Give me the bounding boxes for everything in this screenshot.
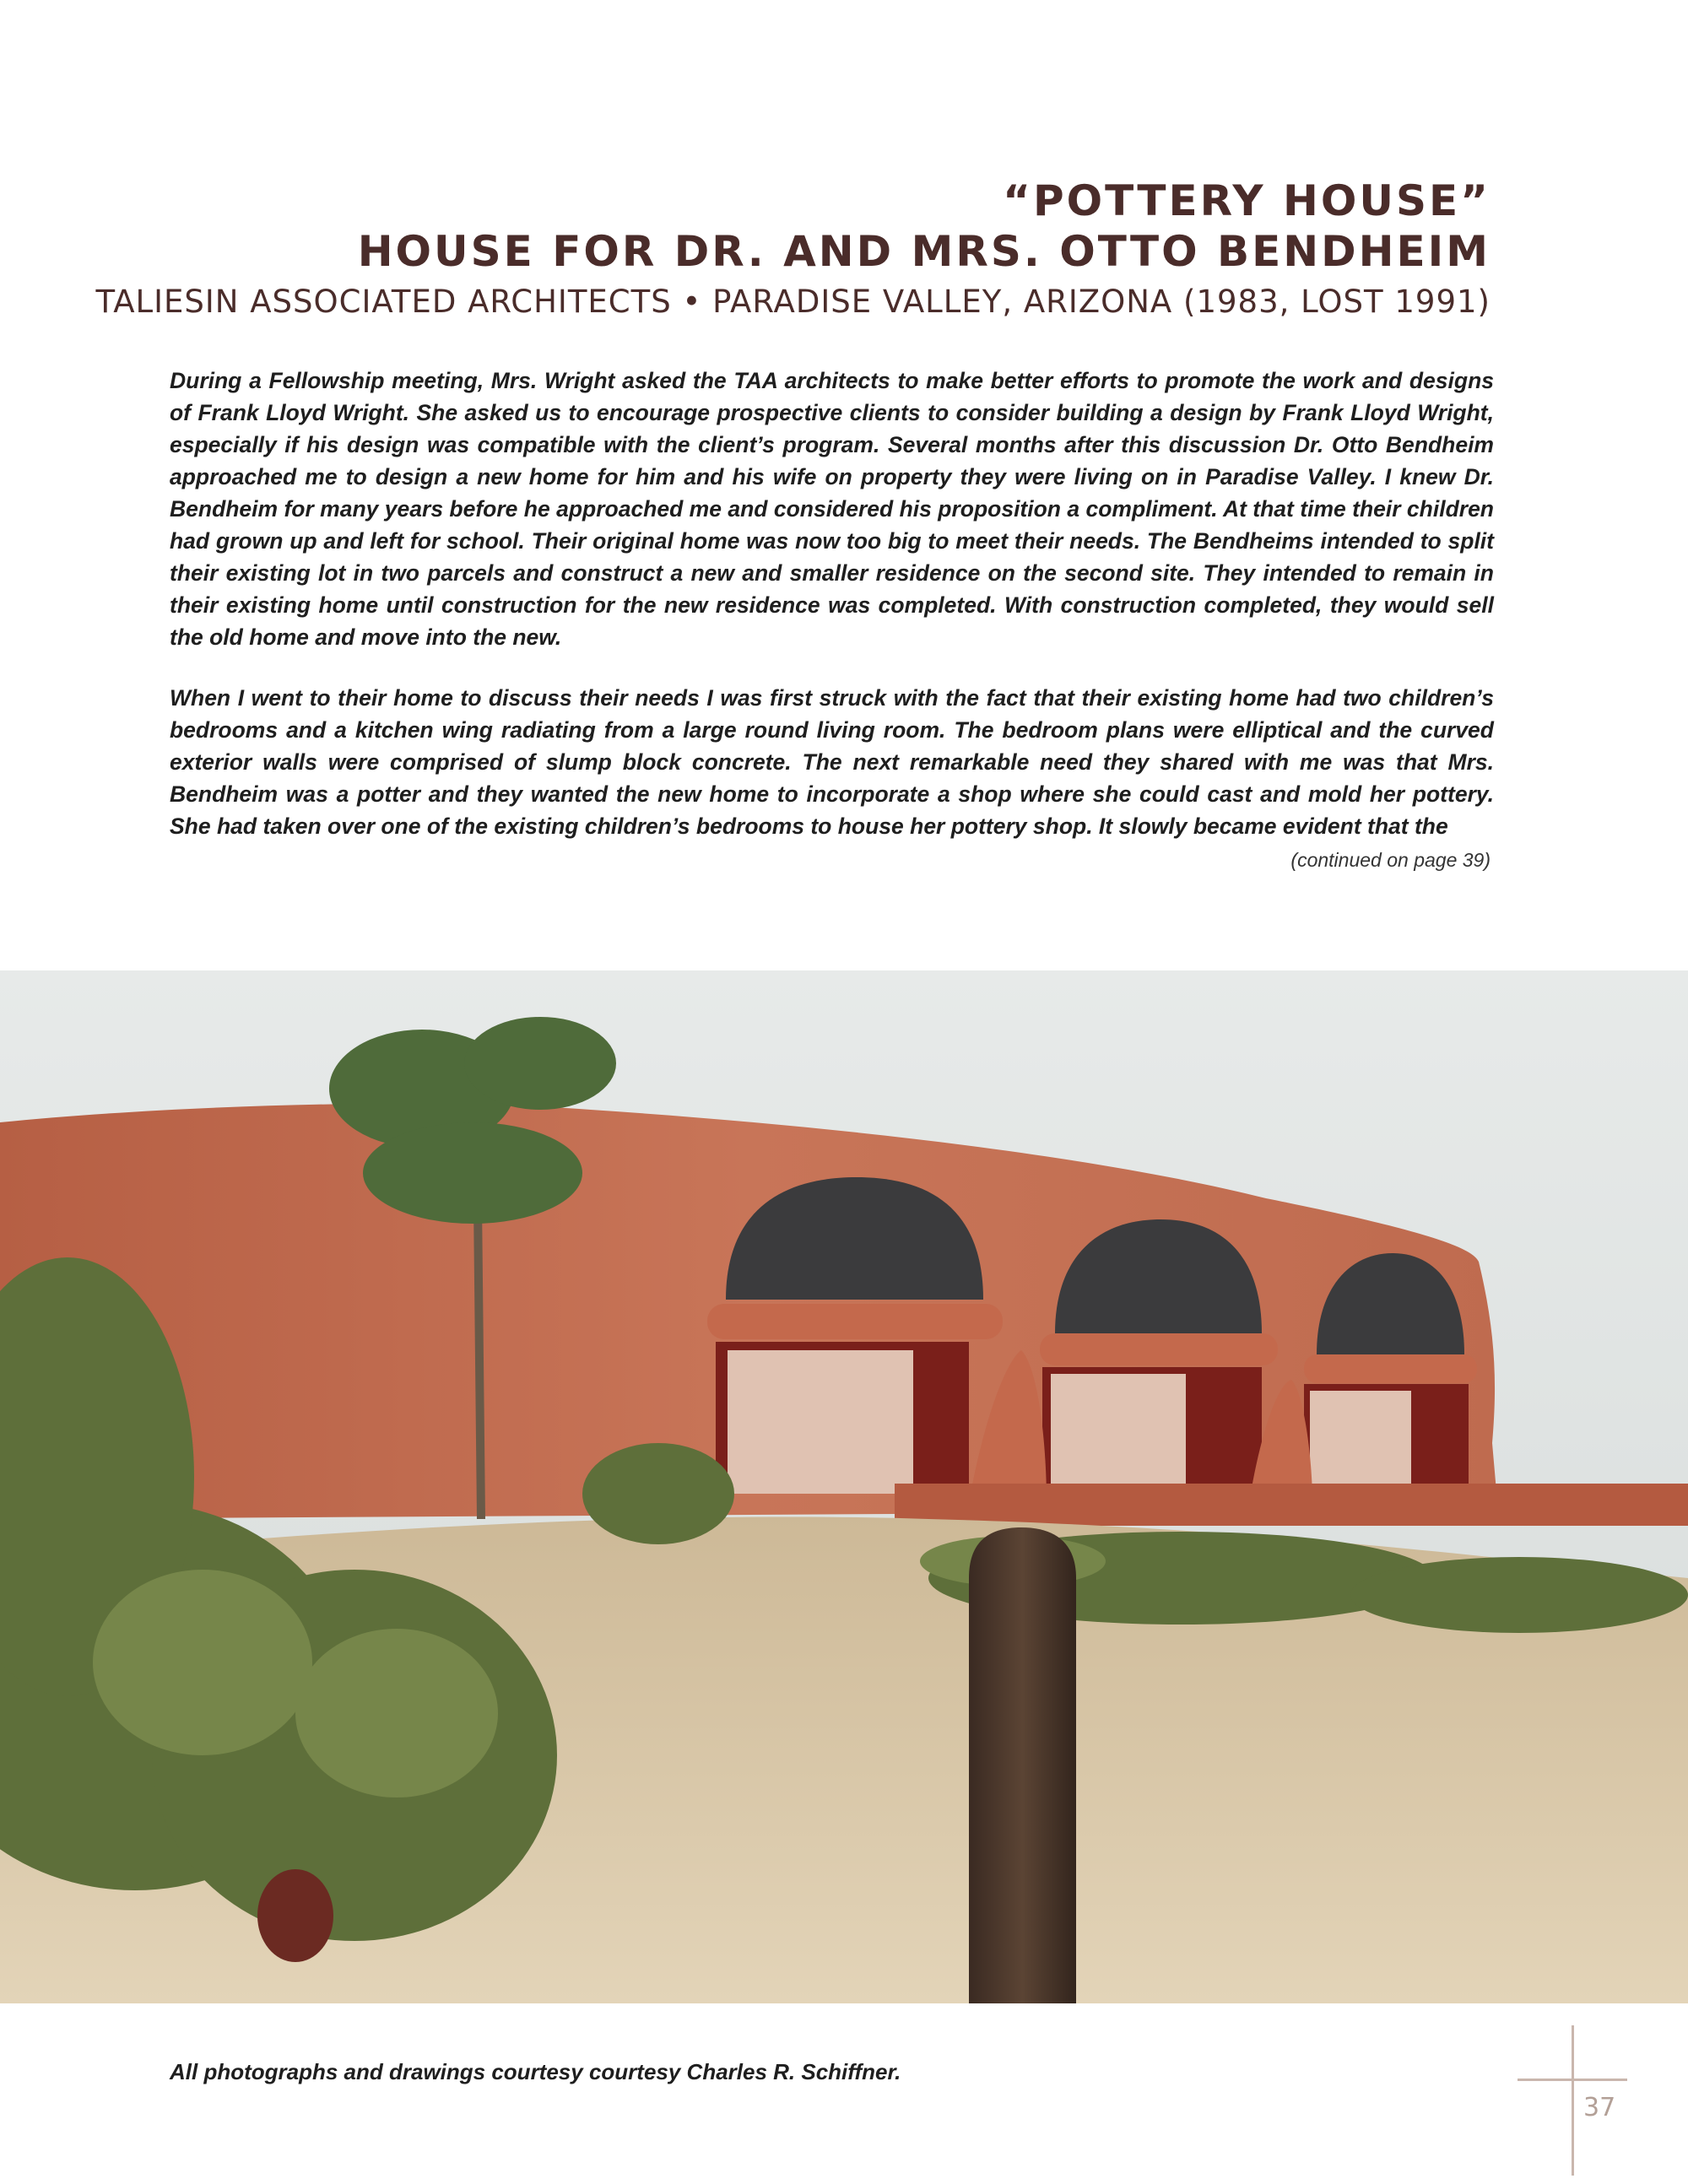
title-line-1: “POTTERY HOUSE” — [1003, 176, 1491, 225]
article-header — [95, 176, 1491, 320]
window-ledge-3 — [1304, 1354, 1477, 1383]
article-body — [170, 365, 1494, 871]
photo-credit: All photographs and drawings courtesy courtesy Charles R. Schiffner. — [170, 2059, 901, 2084]
house-photo — [0, 970, 1688, 2003]
shutter-1 — [728, 1350, 913, 1494]
title-line-2: HOUSE FOR DR. AND MRS. OTTO BENDHEIM — [357, 227, 1491, 276]
shutter-2 — [1051, 1374, 1186, 1498]
continued-note: (continued on page 39) — [1290, 849, 1491, 871]
window-ledge-1 — [707, 1304, 1003, 1339]
small-cactus — [257, 1869, 333, 1962]
barrel-cactus — [969, 1527, 1076, 2003]
terrace-wall — [895, 1484, 1688, 1526]
paragraph-1: During a Fellowship meeting, Mrs. Wright asked the TAA architects to make better efforts to promote the work and designs of Frank Lloyd Wright. She asked us to encourage prospective clients to consider building a design by Frank Lloyd Wright, especially if his design was compatible with the client’s program. Several months after this discussion Dr. Otto Bendheim approached me to design a new home for him and his wife on property they were living on in Paradise Valley. I knew Dr. Bendheim for many years before he approached me and considered his proposition a compliment. At that time their children had grown up and left for school. Their original home was now too big to meet their needs. The Bendheims intended to split their existing lot in two parcels and construct a new and smaller residence on the second site. They intended to remain in their existing home until construction for the new residence was completed. With construction completed, they would sell the old home and move into the new. — [170, 368, 1494, 650]
corner-rule-horizontal — [1518, 2079, 1627, 2081]
subtitle: TALIESIN ASSOCIATED ARCHITECTS • PARADISE VALLEY, ARIZONA (1983, LOST 1991) — [95, 284, 1491, 320]
page-number: 37 — [1583, 2093, 1616, 2122]
corner-rule-vertical — [1572, 2025, 1574, 2176]
window-ledge-2 — [1040, 1333, 1278, 1365]
paragraph-2: When I went to their home to discuss their needs I was first struck with the fact that their existing home had two children’s bedrooms and a kitchen wing radiating from a large round living room. The bedroom plans were elliptical and the curved exterior walls were comprised of slump block concrete. The next remarkable need they shared with me was that Mrs. Bendheim was a potter and they wanted the new home to incorporate a shop where she could cast and mold her pottery. She had taken over one of the existing children’s bedrooms to house her pottery shop. It slowly became evident that the — [170, 685, 1494, 839]
